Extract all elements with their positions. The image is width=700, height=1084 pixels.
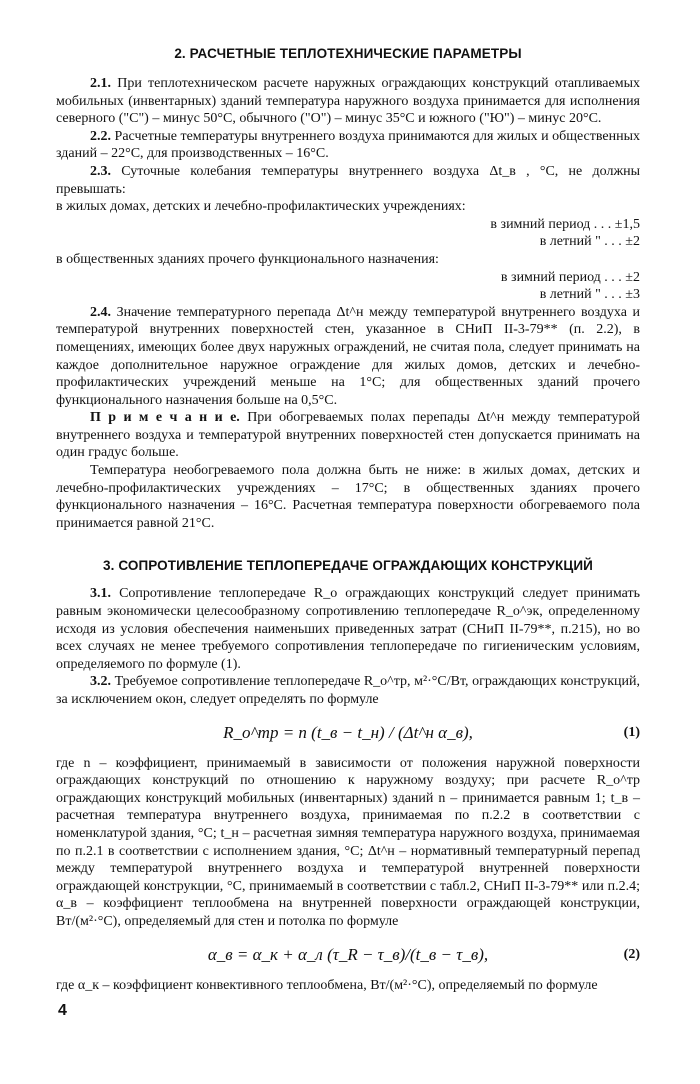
where-paragraph-2: где α_к – коэффициент конвективного теплообмена, Вт/(м²·°С), определяемый по формуле xyxy=(56,977,598,993)
residential-summer-value: в летний " . . . ±2 xyxy=(539,234,640,250)
formula-2-number: (2) xyxy=(623,946,640,962)
formula-1-expression: R_о^тр = n (t_в − t_н) / (Δt^н α_в), xyxy=(223,722,473,742)
paragraph-number: 3.2. xyxy=(90,674,111,690)
paragraph-3-2 xyxy=(56,673,640,708)
paragraph-number: 2.3. xyxy=(90,163,111,179)
paragraph-text: Значение температурного перепада Δt^н между температурой внутреннего воздуха и температурой внутренних поверхностей стен, указанное в СНиП II-3-79** (п. 2.2), в помещениях, имеющих более двух наружных ограждений, не считая пола, следует принимать на каждое дополнительное наружное ограждение для жилых домов, детских и лечебно-профилактических учреждений меньше на 1°С; для общественных зданий прочего функционального назначения больше на 0,5°С. xyxy=(56,304,641,408)
note-text: При обогреваемых полах перепады Δt^н между температурой внутреннего воздуха и температурой внутренних поверхностей стен допускается принимать на один градус больше. xyxy=(56,410,641,461)
residential-label: в жилых домах, детских и лечебно-профилактических учреждениях: xyxy=(56,199,466,215)
paragraph-text: Сопротивление теплопередаче R_о ограждающих конструкций следует принимать равным экономически целесообразному сопротивлению теплопередаче R_о^эк, определенному исходя из условия обеспечения наименьших приведенных затрат (СНиП II-79**, п.215), но во всех случаях не менее требуемого сопротивления теплопередаче по гигиеническим условиям, определяемого по формуле (1). xyxy=(56,586,640,672)
paragraph-text: Суточные колебания температуры внутреннего воздуха Δt_в , °С, не должны превышать: xyxy=(56,163,641,197)
note-paragraph xyxy=(56,409,640,462)
paragraph-2-1 xyxy=(56,75,640,128)
section-3-title: 3. СОПРОТИВЛЕНИЕ ТЕПЛОПЕРЕДАЧЕ ОГРАЖДАЮЩИХ КОНСТРУКЦИЙ xyxy=(103,558,593,574)
where-paragraph-1: где n – коэффициент, принимаемый в зависимости от положения наружной поверхности ограждающих конструкций по отношению к наружному воздуху; при расчете R_о^тр ограждающих конструкций мобильных (инвентарных) зданий n – принимается равным 1; t_в – расчетная температура внутреннего воздуха, принимаемая по п.2.2 в соответствии с номенклатурой здания, °С; t_н – расчетная зимняя температура наружного воздуха, принимаемая по п.2.1 в соответствии с исполнением здания, °С; Δt^н – нормативный температурный перепад между температурой внутреннего воздуха и температурой внутренней поверхности ограждающей конструкции, °С, принимаемый в соответствии с табл.2, СНиП II-3-79** или п.2.4; α_в – коэффициент теплообмена на внутренней поверхности ограждающей конструкции, Вт/(м²·°С), определяемый для стен и потолка по формуле xyxy=(56,755,640,929)
page-number: 4 xyxy=(58,1002,67,1019)
public-summer-value: в летний " . . . ±3 xyxy=(539,287,640,303)
paragraph-text: Расчетные температуры внутреннего воздуха принимаются для жилых и общественных зданий – 22°С, для производственных – 16°С. xyxy=(56,128,641,162)
residential-winter-value: в зимний период . . . ±1,5 xyxy=(490,216,640,232)
formula-2 xyxy=(56,945,640,965)
paragraph-3-1 xyxy=(56,585,640,673)
section-2-title: 2. РАСЧЕТНЫЕ ТЕПЛОТЕХНИЧЕСКИЕ ПАРАМЕТРЫ xyxy=(174,46,522,61)
public-winter-value: в зимний период . . . ±2 xyxy=(500,269,640,285)
paragraph-number: 3.1. xyxy=(90,586,111,602)
paragraph-2-2 xyxy=(56,128,640,163)
formula-1 xyxy=(56,723,640,743)
paragraph-number: 2.2. xyxy=(90,128,111,144)
formula-1-number: (1) xyxy=(623,724,640,740)
paragraph-number: 2.4. xyxy=(90,304,111,320)
paragraph-2-4 xyxy=(56,304,640,410)
paragraph-2-3 xyxy=(56,163,640,198)
formula-2-expression: α_в = α_к + α_л (τ_R − τ_в)/(t_в − τ_в), xyxy=(207,944,489,964)
paragraph-number: 2.1. xyxy=(90,76,111,91)
public-label: в общественных зданиях прочего функционального назначения: xyxy=(56,251,439,267)
paragraph-text: Требуемое сопротивление теплопередаче R_о^тр, м²·°С/Вт, ограждающих конструкций, за исключением окон, следует определять по формуле xyxy=(56,674,641,707)
document-page xyxy=(56,46,640,994)
floor-temperature-paragraph: Температура необогреваемого пола должна быть не ниже: в жилых домах, детских и лечебно-профилактических учреждениях – 17°С; в общественных зданиях прочего функционального назначения – 16°С. Расчетная температура поверхности обогреваемого пола принимается равной 21°С. xyxy=(56,463,640,531)
paragraph-text: При теплотехническом расчете наружных ограждающих конструкций отапливаемых мобильных (инвентарных) зданий температура наружного воздуха принимается для исполнения северного ("С") – минус 50°С, обычного ("О") – минус 35°С и южного ("Ю") – минус 20°С. xyxy=(56,76,640,127)
note-label: П р и м е ч а н и е. xyxy=(90,410,240,426)
